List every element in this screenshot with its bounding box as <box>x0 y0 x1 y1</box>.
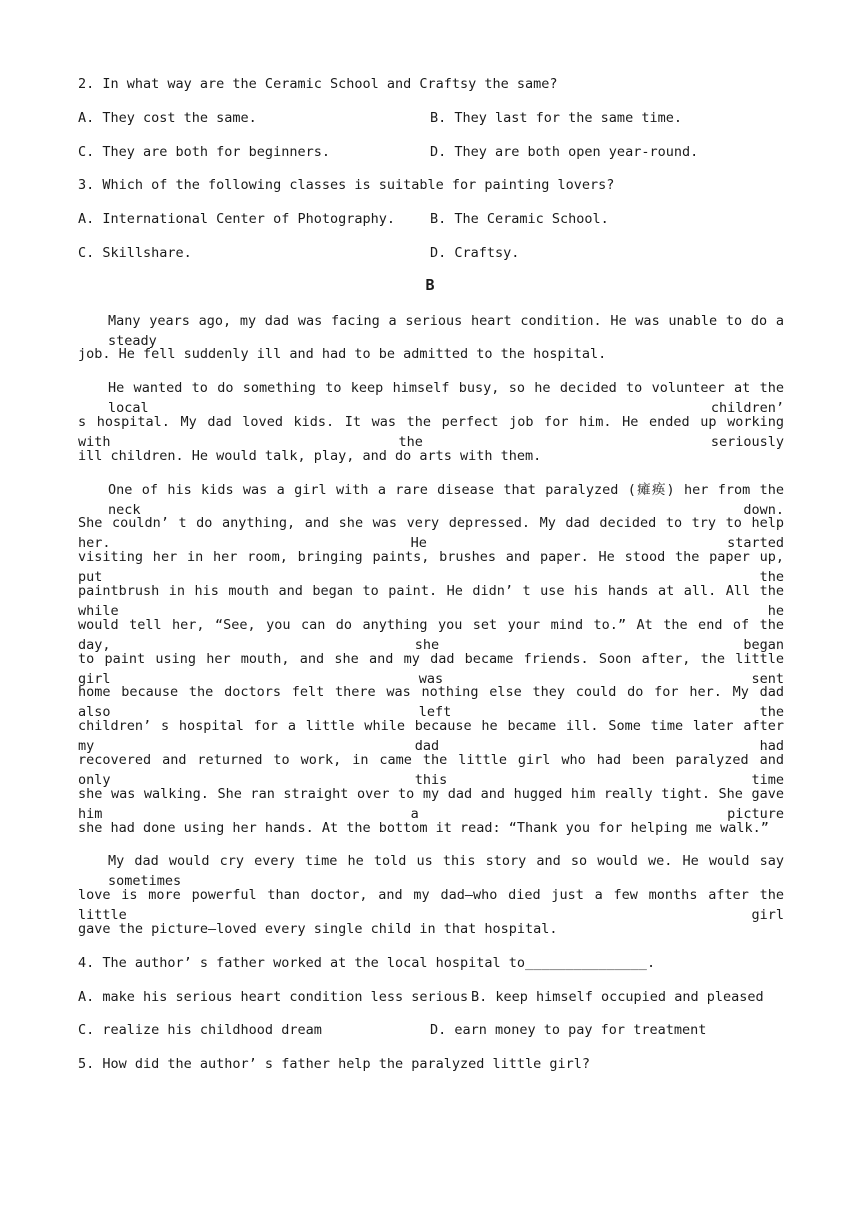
passage-line: love is more powerful than doctor, and my dad—who died just a few months after the little girl <box>78 887 784 923</box>
passage-line: s hospital. My dad loved kids. It was the perfect job for him. He ended up working with the seriously <box>78 414 784 450</box>
question-3-option-d: D. Craftsy. <box>430 245 520 261</box>
passage-line: Many years ago, my dad was facing a serious heart condition. He was unable to do a steady <box>108 313 784 349</box>
passage-line: paintbrush in his mouth and began to paint. He didn’ t use his hands at all. All the while he <box>78 583 784 619</box>
passage-line: job. He fell suddenly ill and had to be admitted to the hospital. <box>78 346 607 362</box>
passage-line: ill children. He would talk, play, and do arts with them. <box>78 448 542 464</box>
passage-line: My dad would cry every time he told us this story and so would we. He would say sometimes <box>108 853 784 889</box>
question-3-stem: 3. Which of the following classes is suitable for painting lovers? <box>78 177 615 193</box>
passage-line: to paint using her mouth, and she and my dad became friends. Soon after, the little girl was sent <box>78 651 784 687</box>
question-4-option-a: A. make his serious heart condition less serious <box>78 989 469 1005</box>
passage-line: she was walking. She ran straight over to my dad and hugged him really tight. She gave him a picture <box>78 786 784 822</box>
passage-line: gave the picture—loved every single child in that hospital. <box>78 921 558 937</box>
passage-line: One of his kids was a girl with a rare disease that paralyzed (瘫痪) her from the neck down. <box>108 482 784 518</box>
passage-line: He wanted to do something to keep himself busy, so he decided to volunteer at the local children’ <box>108 380 784 416</box>
question-2-option-b: B. They last for the same time. <box>430 110 682 126</box>
passage-line: visiting her in her room, bringing paints, brushes and paper. He stood the paper up, put the <box>78 549 784 585</box>
passage-line: would tell her, “See, you can do anything you set your mind to.” At the end of the day, she began <box>78 617 784 653</box>
passage-line: she had done using her hands. At the bottom it read: “Thank you for helping me walk.” <box>78 820 769 836</box>
question-5-stem: 5. How did the author’ s father help the paralyzed little girl? <box>78 1056 591 1072</box>
section-heading: B <box>425 276 435 294</box>
question-3-option-c: C. Skillshare. <box>78 245 192 261</box>
passage-line: She couldn’ t do anything, and she was very depressed. My dad decided to try to help her. He started <box>78 515 784 551</box>
passage-line: recovered and returned to work, in came the little girl who had been paralyzed and only this time <box>78 752 784 788</box>
passage-line: children’ s hospital for a little while because he became ill. Some time later after my dad had <box>78 718 784 754</box>
question-2-option-d: D. They are both open year-round. <box>430 144 699 160</box>
question-4-option-d: D. earn money to pay for treatment <box>430 1022 707 1038</box>
question-4-option-b: B. keep himself occupied and pleased <box>471 989 764 1005</box>
question-4-option-c: C. realize his childhood dream <box>78 1022 322 1038</box>
question-2-stem: 2. In what way are the Ceramic School and Craftsy the same? <box>78 76 558 92</box>
question-3-option-b: B. The Ceramic School. <box>430 211 609 227</box>
question-3-option-a: A. International Center of Photography. <box>78 211 395 227</box>
question-2-option-c: C. They are both for beginners. <box>78 144 330 160</box>
passage-line: home because the doctors felt there was nothing else they could do for her. My dad also left the <box>78 684 784 720</box>
question-2-option-a: A. They cost the same. <box>78 110 257 126</box>
question-4-stem: 4. The author’ s father worked at the local hospital to_______________. <box>78 955 656 971</box>
